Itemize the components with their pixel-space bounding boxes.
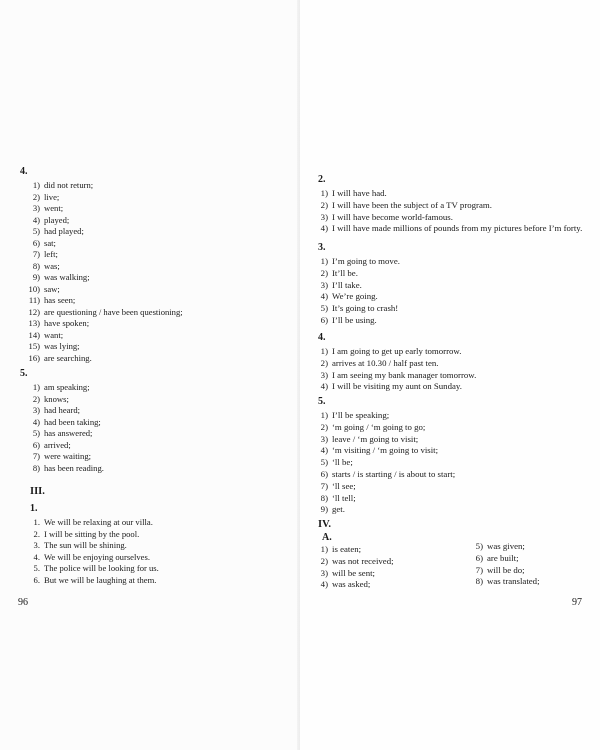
list-item	[314, 544, 469, 556]
answer-list	[20, 180, 183, 364]
list-item	[20, 238, 183, 250]
item-text: knows;	[44, 393, 69, 404]
list-item	[20, 215, 183, 227]
item-text: I’m going to move.	[332, 256, 400, 266]
item-text: was not received;	[332, 555, 394, 566]
right-section-iv	[318, 519, 332, 546]
list-item	[20, 382, 104, 394]
list-item	[314, 457, 455, 469]
list-item	[314, 212, 582, 224]
section-heading: 5.	[20, 368, 28, 379]
item-number: 3)	[32, 405, 40, 415]
item-number: 6)	[32, 237, 40, 248]
item-number: 3)	[320, 433, 328, 444]
item-text: I will have become world-famous.	[332, 211, 453, 222]
item-number: 2)	[320, 555, 328, 566]
item-text: It’ll be.	[332, 267, 358, 278]
item-number: 11)	[28, 295, 40, 305]
item-number: 15)	[28, 341, 40, 351]
list-item	[20, 318, 183, 330]
item-number: 3)	[320, 211, 328, 222]
list-item	[20, 261, 183, 273]
item-text: left;	[44, 249, 58, 259]
item-text: am speaking;	[44, 382, 90, 392]
item-number: 2)	[32, 393, 40, 404]
list-item	[20, 307, 183, 319]
list-item	[20, 295, 183, 307]
list-item	[20, 249, 183, 261]
list-item	[20, 540, 159, 552]
list-item	[314, 434, 455, 446]
item-number: 6)	[320, 314, 328, 325]
list-item	[314, 481, 455, 493]
left-section-iii	[30, 486, 45, 500]
item-number: 4)	[320, 445, 328, 456]
item-number: 7)	[320, 480, 328, 491]
item-text: leave / ‘m going to visit;	[332, 433, 419, 444]
page-number-left: 96	[18, 597, 28, 608]
item-text: was walking;	[44, 272, 90, 282]
right-section-3	[314, 242, 400, 327]
left-section-4	[20, 166, 183, 364]
item-number: 5)	[475, 541, 483, 551]
page-number-right: 97	[572, 597, 582, 608]
list-item	[314, 358, 476, 370]
section-heading: 3.	[318, 242, 326, 253]
item-number: 5)	[320, 303, 328, 314]
item-text: has seen;	[44, 295, 76, 305]
item-number: 7)	[475, 564, 483, 575]
item-number: 6)	[320, 468, 328, 479]
item-text: ‘ll see;	[332, 480, 356, 491]
item-number: 14)	[28, 329, 40, 340]
item-text: will be sent;	[332, 567, 376, 578]
item-text: want;	[44, 329, 64, 340]
item-text: are built;	[487, 552, 519, 563]
list-item	[20, 272, 183, 284]
item-number: 1)	[320, 256, 328, 266]
answer-list	[314, 346, 476, 393]
item-text: will be do;	[487, 564, 525, 575]
item-text: had heard;	[44, 405, 81, 415]
list-item	[469, 541, 600, 553]
answer-list	[314, 256, 400, 327]
item-number: 8)	[32, 260, 40, 271]
item-number: 9)	[32, 272, 40, 282]
item-text: I’ll take.	[332, 279, 362, 290]
list-item	[469, 576, 600, 588]
list-item	[20, 203, 183, 215]
item-number: 4)	[32, 214, 40, 225]
list-item	[314, 280, 400, 292]
item-text: did not return;	[44, 180, 94, 190]
section-heading: 4.	[318, 332, 326, 343]
list-item	[20, 192, 183, 204]
list-item	[314, 291, 400, 303]
item-number: 1)	[32, 180, 40, 190]
list-item	[20, 180, 183, 192]
list-item	[314, 422, 455, 434]
list-item	[20, 440, 104, 452]
item-number: 2)	[32, 191, 40, 202]
list-item	[314, 256, 400, 268]
answer-list-column-1	[314, 544, 469, 591]
item-number: 2)	[320, 267, 328, 278]
list-item	[20, 405, 104, 417]
list-item	[314, 200, 582, 212]
item-text: The police will be looking for us.	[44, 563, 159, 573]
answer-list-column-2	[469, 541, 600, 591]
item-number: 3)	[320, 369, 328, 380]
item-number: 1)	[320, 346, 328, 356]
list-item	[314, 493, 455, 505]
list-item	[314, 303, 400, 315]
section-heading: A.	[322, 532, 332, 543]
item-text: was translated;	[487, 576, 540, 587]
item-number: 4.	[33, 551, 40, 562]
item-text: have spoken;	[44, 318, 90, 328]
answer-list	[20, 382, 104, 474]
item-text: ‘m visiting / ‘m going to visit;	[332, 445, 439, 456]
item-text: was asked;	[332, 579, 371, 590]
item-text: We’re going.	[332, 291, 378, 302]
item-text: I’ll be using.	[332, 314, 377, 325]
item-text: arrived;	[44, 439, 71, 450]
item-text: went;	[44, 203, 64, 213]
list-item	[20, 428, 104, 440]
list-item	[20, 226, 183, 238]
item-text: were waiting;	[44, 451, 92, 461]
item-text: We will be relaxing at our villa.	[44, 517, 153, 527]
item-number: 2)	[320, 199, 328, 210]
item-number: 9)	[320, 504, 328, 515]
item-text: I will have made millions of pounds from my pictures before I’m forty.	[332, 223, 583, 234]
item-text: are searching.	[44, 352, 92, 363]
item-text: I will have had.	[332, 188, 387, 198]
item-number: 1)	[32, 382, 40, 392]
section-heading: 5.	[318, 396, 326, 407]
item-number: 1)	[320, 544, 328, 554]
item-text: I will be visiting my aunt on Sunday.	[332, 381, 462, 392]
item-number: 10)	[28, 283, 40, 294]
list-item	[314, 556, 469, 568]
item-text: played;	[44, 214, 70, 225]
list-item	[20, 394, 104, 406]
item-number: 8)	[32, 462, 40, 473]
item-number: 4)	[320, 223, 328, 234]
list-item	[314, 188, 582, 200]
list-item	[469, 565, 600, 577]
item-number: 13)	[28, 318, 40, 328]
item-text: starts / is starting / is about to start;	[332, 468, 456, 479]
item-number: 16)	[28, 352, 40, 363]
item-text: had played;	[44, 226, 84, 236]
item-number: 4)	[320, 381, 328, 392]
list-item	[20, 353, 183, 365]
item-text: I am going to get up early tomorrow.	[332, 346, 462, 356]
item-text: arrives at 10.30 / half past ten.	[332, 357, 439, 368]
list-item	[469, 553, 600, 565]
list-item	[314, 346, 476, 358]
list-item	[20, 330, 183, 342]
list-item	[20, 517, 159, 529]
item-number: 4)	[320, 579, 328, 590]
item-text: was lying;	[44, 341, 80, 351]
part-heading: IV.	[318, 519, 331, 530]
answer-list	[314, 188, 582, 235]
list-item	[314, 315, 400, 327]
list-item	[314, 469, 455, 481]
item-number: 1)	[320, 188, 328, 198]
list-item	[20, 417, 104, 429]
item-text: has answered;	[44, 428, 93, 438]
item-text: is eaten;	[332, 544, 362, 554]
right-section-4	[314, 332, 476, 393]
item-text: are questioning / have been questioning;	[44, 306, 183, 317]
item-text: ‘ll be;	[332, 457, 353, 468]
list-item	[314, 410, 455, 422]
item-text: sat;	[44, 237, 56, 248]
item-number: 1)	[320, 410, 328, 420]
list-item	[314, 223, 582, 235]
item-number: 8)	[475, 576, 483, 587]
item-number: 4)	[32, 416, 40, 427]
item-number: 5)	[320, 457, 328, 468]
item-number: 3.	[33, 540, 40, 550]
list-item	[314, 445, 455, 457]
item-text: was given;	[487, 541, 525, 551]
item-number: 2.	[33, 528, 40, 539]
section-heading: 1.	[30, 503, 38, 514]
item-number: 5)	[32, 226, 40, 236]
answer-list	[314, 410, 455, 516]
list-item	[20, 451, 104, 463]
item-text: has been reading.	[44, 462, 104, 473]
item-number: 3)	[32, 203, 40, 213]
item-text: had been taking;	[44, 416, 101, 427]
item-number: 8)	[320, 492, 328, 503]
section-heading: 4.	[20, 166, 28, 177]
item-text: But we will be laughing at them.	[44, 574, 157, 585]
right-section-2	[314, 174, 582, 235]
item-number: 6.	[33, 574, 40, 585]
item-text: The sun will be shining.	[44, 540, 127, 550]
item-text: I’ll be speaking;	[332, 410, 390, 420]
list-item	[314, 568, 469, 580]
item-text: We will be enjoying ourselves.	[44, 551, 150, 562]
right-page	[300, 0, 600, 750]
list-item	[314, 381, 476, 393]
item-number: 2)	[320, 357, 328, 368]
list-item	[20, 463, 104, 475]
item-text: I am seeing my bank manager tomorrow.	[332, 369, 477, 380]
item-number: 5)	[32, 428, 40, 438]
item-text: I will be sitting by the pool.	[44, 528, 140, 539]
item-text: ‘ll tell;	[332, 492, 356, 503]
left-section-iii-1	[20, 503, 159, 586]
item-number: 6)	[475, 552, 483, 563]
list-item	[20, 563, 159, 575]
part-heading: III.	[30, 486, 45, 497]
item-number: 7)	[32, 451, 40, 461]
item-number: 5.	[33, 563, 40, 573]
item-number: 4)	[320, 291, 328, 302]
answer-list	[20, 517, 159, 586]
right-section-5	[314, 396, 455, 516]
list-item	[20, 341, 183, 353]
item-number: 3)	[320, 567, 328, 578]
list-item	[314, 504, 455, 516]
item-text: get.	[332, 504, 345, 515]
list-item	[20, 575, 159, 587]
item-number: 12)	[28, 306, 40, 317]
item-number: 3)	[320, 279, 328, 290]
section-heading: 2.	[318, 174, 326, 185]
item-text: ‘m going / ‘m going to go;	[332, 421, 426, 432]
list-item	[20, 284, 183, 296]
item-text: saw;	[44, 283, 60, 294]
list-item	[314, 268, 400, 280]
item-text: It’s going to crash!	[332, 303, 399, 314]
list-item	[20, 529, 159, 541]
list-item	[314, 370, 476, 382]
item-text: I will have been the subject of a TV program.	[332, 199, 492, 210]
list-item	[20, 552, 159, 564]
left-section-5	[20, 368, 104, 474]
item-number: 7)	[32, 249, 40, 259]
item-number: 2)	[320, 421, 328, 432]
item-number: 6)	[32, 439, 40, 450]
right-section-iv-a-columns	[314, 541, 600, 591]
item-text: live;	[44, 191, 60, 202]
list-item	[314, 579, 469, 591]
item-text: was;	[44, 260, 60, 271]
item-number: 1.	[33, 517, 40, 527]
